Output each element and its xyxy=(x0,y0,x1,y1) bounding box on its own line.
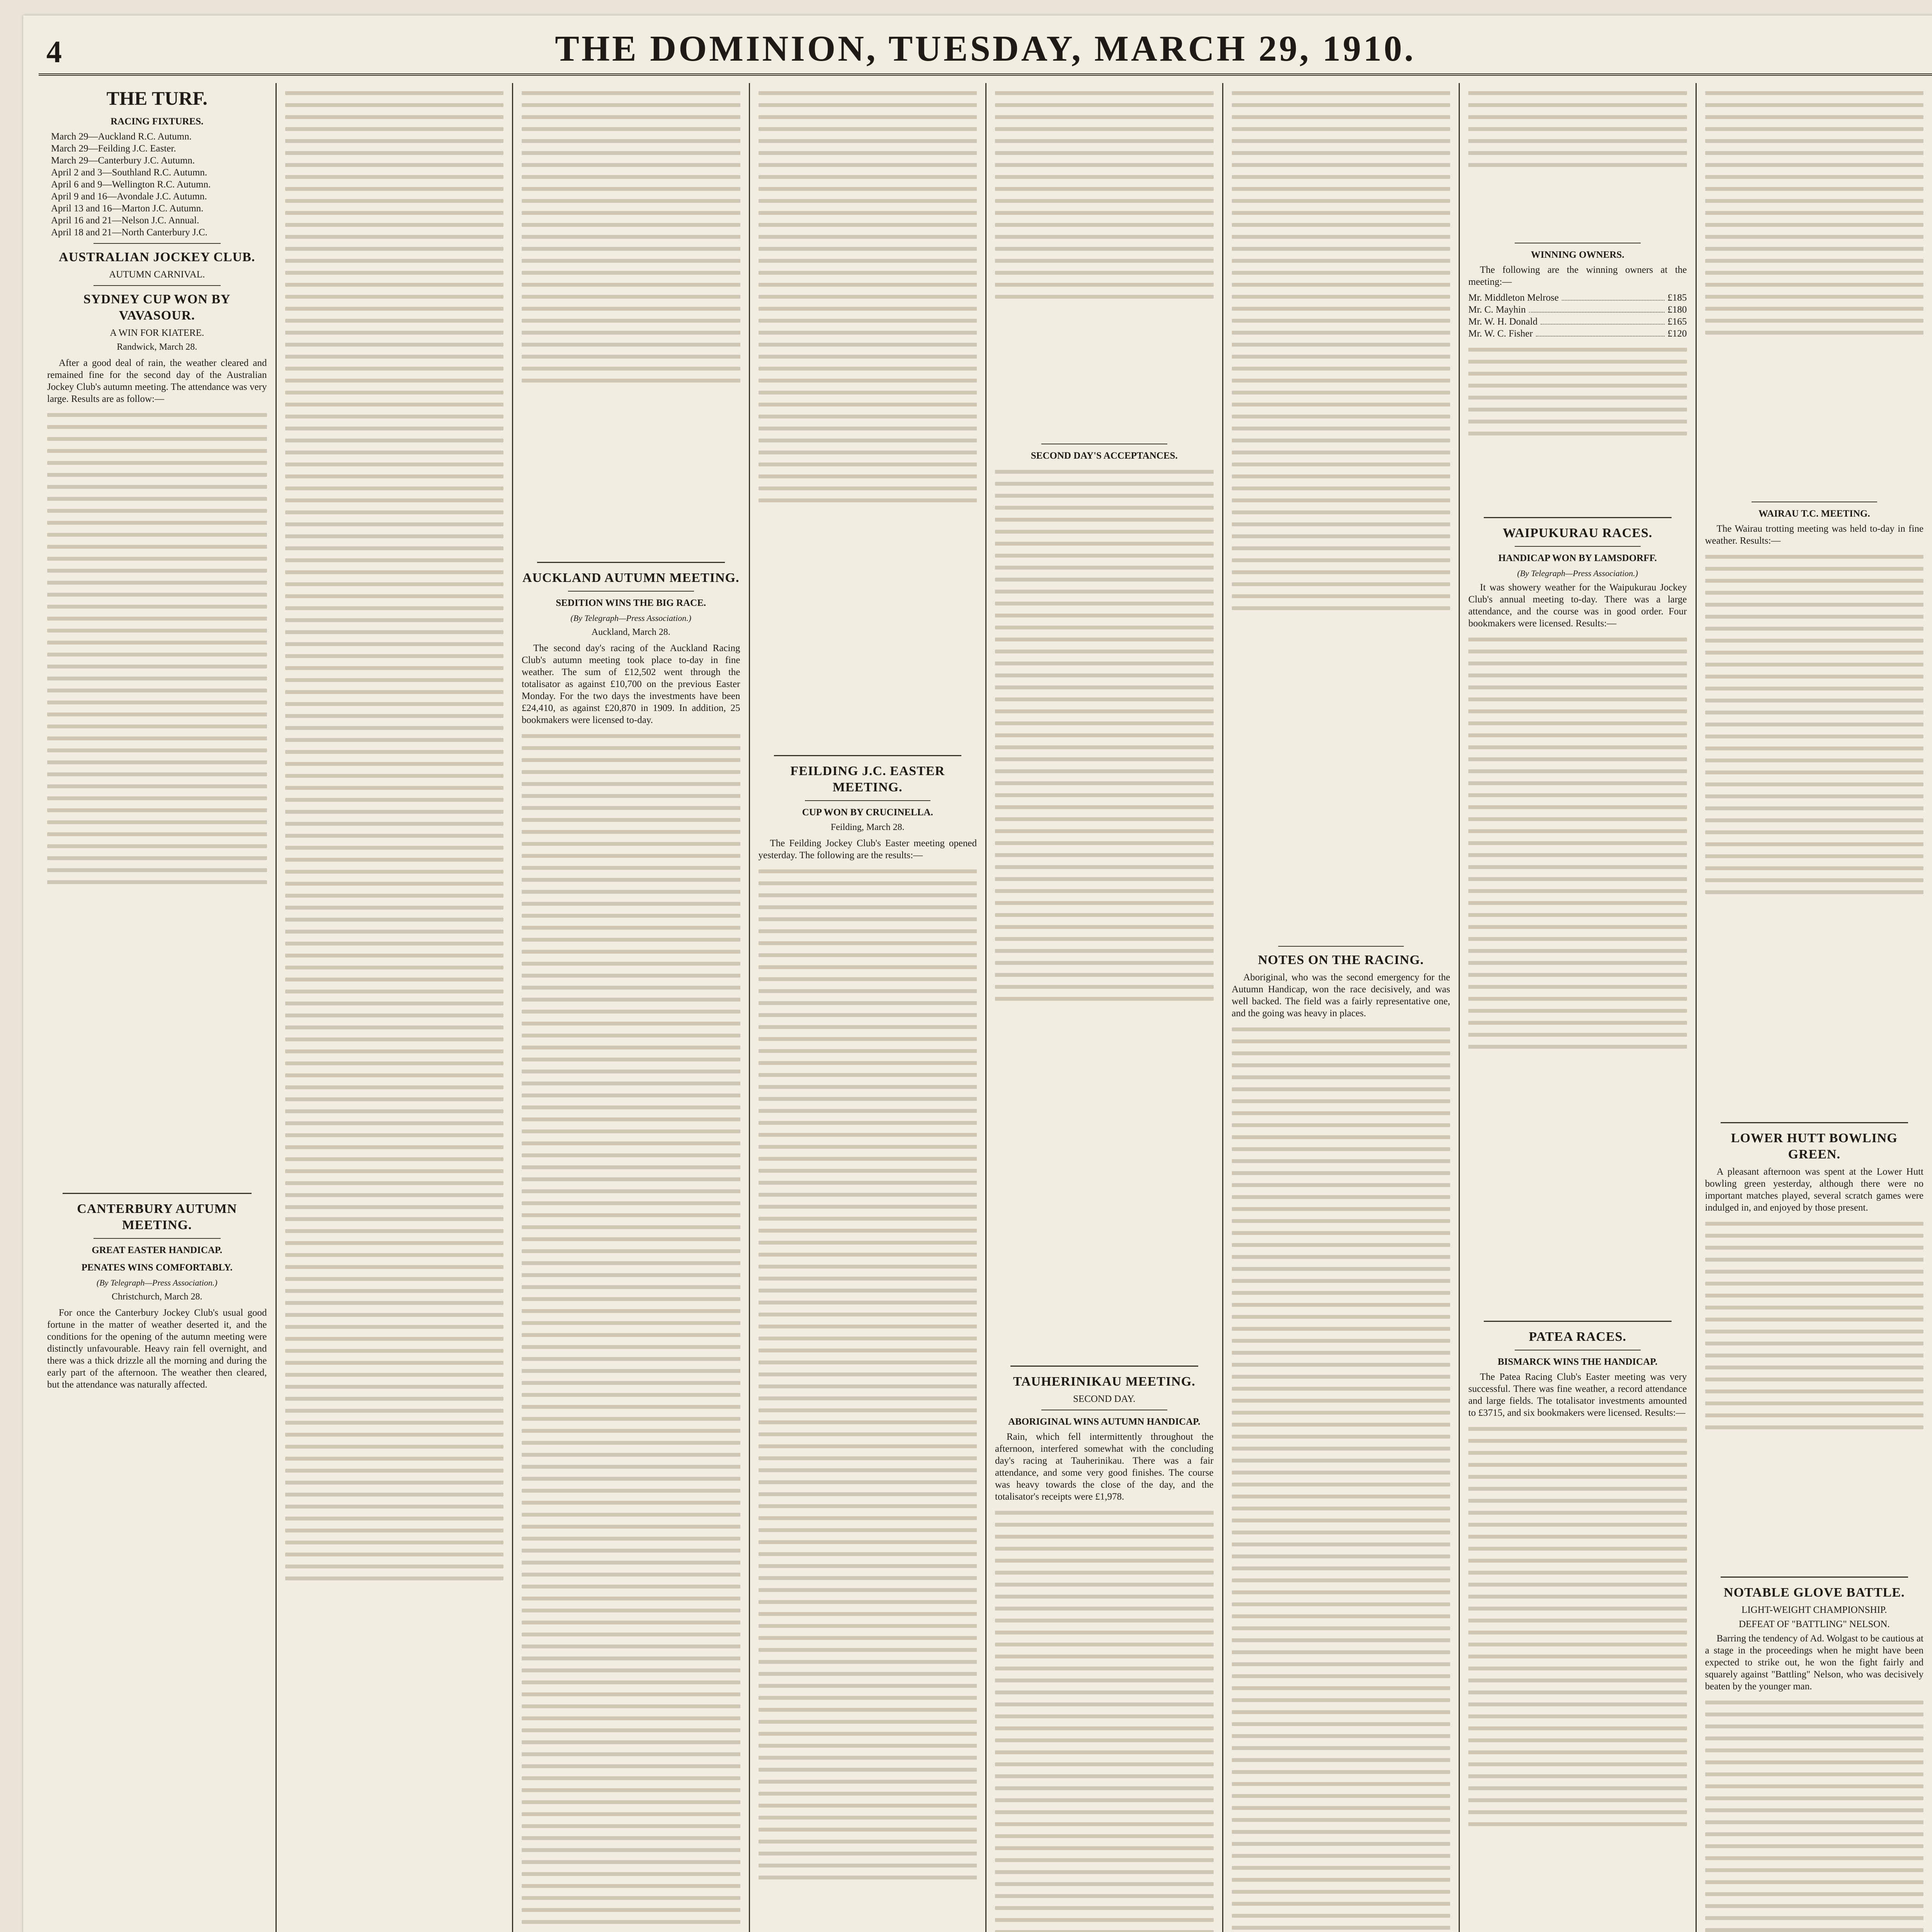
turf-heading: THE TURF. xyxy=(106,87,207,109)
dateline: Christchurch, March 28. xyxy=(111,1292,202,1302)
article-body-text xyxy=(995,1511,1214,1932)
divider xyxy=(94,243,221,244)
dateline: Randwick, March 28. xyxy=(117,342,197,352)
press-credit: (By Telegraph—Press Association.) xyxy=(1517,568,1638,578)
column-2 xyxy=(276,83,512,1932)
section-heading: WAIPUKURAU RACES. xyxy=(1503,526,1653,540)
section-subheading: BISMARCK WINS THE HANDICAP. xyxy=(1497,1357,1658,1367)
divider xyxy=(568,591,694,592)
divider xyxy=(1278,946,1404,947)
fixtures-heading: RACING FIXTURES. xyxy=(111,116,204,127)
column-8 xyxy=(1696,83,1932,1932)
list-item: March 29—Feilding J.C. Easter. xyxy=(51,143,176,154)
article-paragraph: Rain, which fell intermittently throughout the afternoon, interfered somewhat with the concluding day's racing at Tauherinikau. There was a fair attendance, and some very good finishes. The course was heavy towards the close of the day, and the totalisator's receipts were £1,978. xyxy=(995,1432,1214,1502)
list-item: March 29—Auckland R.C. Autumn. xyxy=(51,131,192,142)
article-paragraph: The Feilding Jockey Club's Easter meeting opened yesterday. The following are the results:— xyxy=(758,838,977,861)
article-body-text xyxy=(522,734,740,1932)
article-paragraph: For once the Canterbury Jockey Club's usual good fortune in the matter of weather deserted it, and the conditions for the opening of the autumn meeting were distinctly unfavourable. Heavy rain fell overnight, and there was a thick drizzle all the morning and during the early part of the afternoon. The weather then cleared, but the attendance was naturally affected. xyxy=(47,1308,267,1390)
article-body-text xyxy=(1232,91,1451,941)
section-heading: SYDNEY CUP WON BY VAVASOUR. xyxy=(83,292,231,323)
article-body-text xyxy=(1232,1027,1451,1932)
divider xyxy=(537,562,725,563)
table-row: Mr. C. Mayhin £180 xyxy=(1468,304,1687,315)
section-subheading: GREAT EASTER HANDICAP. xyxy=(92,1245,223,1255)
divider xyxy=(94,285,221,286)
article-body-text xyxy=(1468,91,1687,238)
column-7 xyxy=(1459,83,1696,1932)
section-subheading: ABORIGINAL WINS AUTUMN HANDICAP. xyxy=(1008,1417,1201,1427)
list-item: April 9 and 16—Avondale J.C. Autumn. xyxy=(51,191,207,202)
column-3 xyxy=(512,83,749,1932)
divider xyxy=(94,1238,221,1239)
article-paragraph: Barring the tendency of Ad. Wolgast to be cautious at a stage in the proceedings when he might have been expected to strike out, he won the fight fairly and squarely against "Battling" Nelson, who was decisively beaten by the younger man. xyxy=(1705,1633,1923,1692)
column-1 xyxy=(39,83,276,1932)
section-heading: NOTABLE GLOVE BATTLE. xyxy=(1724,1585,1905,1600)
article-paragraph: The following are the winning owners at the meeting:— xyxy=(1468,265,1687,287)
article-body-text xyxy=(1468,1427,1687,1932)
column-4 xyxy=(749,83,986,1932)
section-subheading: AUTUMN CARNIVAL. xyxy=(109,269,205,280)
section-heading: WINNING OWNERS. xyxy=(1531,250,1624,260)
article-body-text xyxy=(285,91,504,1932)
section-subheading: DEFEAT OF "BATTLING" NELSON. xyxy=(1738,1619,1890,1629)
divider xyxy=(805,800,931,801)
section-subheading: LIGHT-WEIGHT CHAMPIONSHIP. xyxy=(1742,1605,1887,1615)
article-body-text xyxy=(1468,638,1687,1314)
divider xyxy=(63,1193,252,1194)
press-credit: (By Telegraph—Press Association.) xyxy=(96,1278,218,1287)
article-paragraph: Aboriginal, who was the second emergency for the Autumn Handicap, won the race decisively, and was well backed. The field was a fairly representative one, and the going was heavy in places. xyxy=(1231,972,1450,1019)
list-item: April 16 and 21—Nelson J.C. Annual. xyxy=(51,215,199,226)
article-body-text xyxy=(47,413,267,1186)
article-columns xyxy=(39,83,1932,1932)
winning-owners-table xyxy=(1468,292,1687,340)
article-body-text xyxy=(759,869,977,1932)
article-body-text xyxy=(522,91,740,555)
section-heading: PATEA RACES. xyxy=(1529,1330,1627,1344)
dateline: Feilding, March 28. xyxy=(830,822,905,832)
article-paragraph: The second day's racing of the Auckland Racing Club's autumn meeting took place to-day in fine weather. The sum of £12,502 went through the totalisator as against £10,700 on the previous Easter Monday. For the two days the investments have been £24,410, as against £20,870 in 1909. In addition, 25 bookmakers were licensed to-day. xyxy=(522,643,740,725)
section-heading: SECOND DAY'S ACCEPTANCES. xyxy=(1031,451,1178,461)
section-heading: NOTES ON THE RACING. xyxy=(1258,953,1424,967)
press-credit: (By Telegraph—Press Association.) xyxy=(570,613,692,623)
article-paragraph: After a good deal of rain, the weather cleared and remained fine for the second day of the Australian Jockey Club's autumn meeting. The attendance was very large. Results are as follow:— xyxy=(47,358,267,404)
newspaper-page xyxy=(23,15,1932,1932)
article-body-text xyxy=(995,470,1214,1359)
fixtures-list xyxy=(47,131,267,238)
table-row: Mr. Middleton Melrose £185 xyxy=(1468,293,1687,303)
masthead xyxy=(39,23,1932,76)
section-subheading: SEDITION WINS THE BIG RACE. xyxy=(556,598,706,608)
divider xyxy=(1721,1122,1908,1123)
article-paragraph: A pleasant afternoon was spent at the Lower Hutt bowling green yesterday, although there were no important matches played, several scratch games were indulged in, and enjoyed by those present. xyxy=(1705,1167,1923,1213)
section-heading: LOWER HUTT BOWLING GREEN. xyxy=(1731,1131,1898,1162)
page-number: 4 xyxy=(46,35,62,69)
section-subheading: HANDICAP WON BY LAMSDORFF. xyxy=(1498,553,1657,563)
list-item: April 2 and 3—Southland R.C. Autumn. xyxy=(51,167,207,178)
table-row: Mr. W. H. Donald £165 xyxy=(1468,316,1687,327)
section-subheading: SECOND DAY. xyxy=(1073,1394,1136,1404)
article-body-text xyxy=(995,91,1214,439)
list-item: April 6 and 9—Wellington R.C. Autumn. xyxy=(51,179,211,190)
article-body-text xyxy=(1468,348,1687,510)
divider xyxy=(1484,1321,1672,1322)
section-heading: AUSTRALIAN JOCKEY CLUB. xyxy=(59,250,255,264)
article-body-text xyxy=(1705,1701,1924,1932)
divider xyxy=(1515,546,1641,547)
article-body-text xyxy=(1705,91,1924,497)
article-paragraph: The Patea Racing Club's Easter meeting was very successful. There was fine weather, a record attendance and large fields. The totalisator investments amounted to £3715, and six bookmakers were licensed. Results:— xyxy=(1468,1372,1687,1418)
article-body-text xyxy=(759,91,977,748)
section-subheading: CUP WON BY CRUCINELLA. xyxy=(802,807,933,818)
section-heading: TAUHERINIKAU MEETING. xyxy=(1013,1374,1196,1389)
newspaper-title: THE DOMINION, TUESDAY, MARCH 29, 1910. xyxy=(555,29,1416,69)
section-heading: FEILDING J.C. EASTER MEETING. xyxy=(790,764,945,794)
list-item: March 29—Canterbury J.C. Autumn. xyxy=(51,155,195,166)
article-body-text xyxy=(1705,1222,1924,1570)
article-body-text xyxy=(1705,555,1924,1115)
section-subheading: A WIN FOR KIATERE. xyxy=(110,328,204,338)
divider xyxy=(1721,1577,1908,1578)
table-row: Mr. W. C. Fisher £120 xyxy=(1468,328,1687,339)
column-5 xyxy=(985,83,1222,1932)
section-heading: WAIRAU T.C. MEETING. xyxy=(1758,509,1870,519)
list-item: April 18 and 21—North Canterbury J.C. xyxy=(51,227,207,238)
article-paragraph: The Wairau trotting meeting was held to-day in fine weather. Results:— xyxy=(1705,524,1923,546)
divider xyxy=(774,755,962,756)
list-item: April 13 and 16—Marton J.C. Autumn. xyxy=(51,203,204,214)
section-heading: CANTERBURY AUTUMN MEETING. xyxy=(77,1202,237,1232)
divider xyxy=(1484,517,1672,518)
article-paragraph: It was showery weather for the Waipukurau Jockey Club's annual meeting to-day. There was a large attendance, and the course was in good order. Four bookmakers were licensed. Results:— xyxy=(1468,582,1687,629)
section-heading: AUCKLAND AUTUMN MEETING. xyxy=(522,571,740,585)
dateline: Auckland, March 28. xyxy=(591,627,670,637)
section-subheading: PENATES WINS COMFORTABLY. xyxy=(81,1262,233,1273)
divider xyxy=(1010,1366,1198,1367)
column-6 xyxy=(1222,83,1459,1932)
